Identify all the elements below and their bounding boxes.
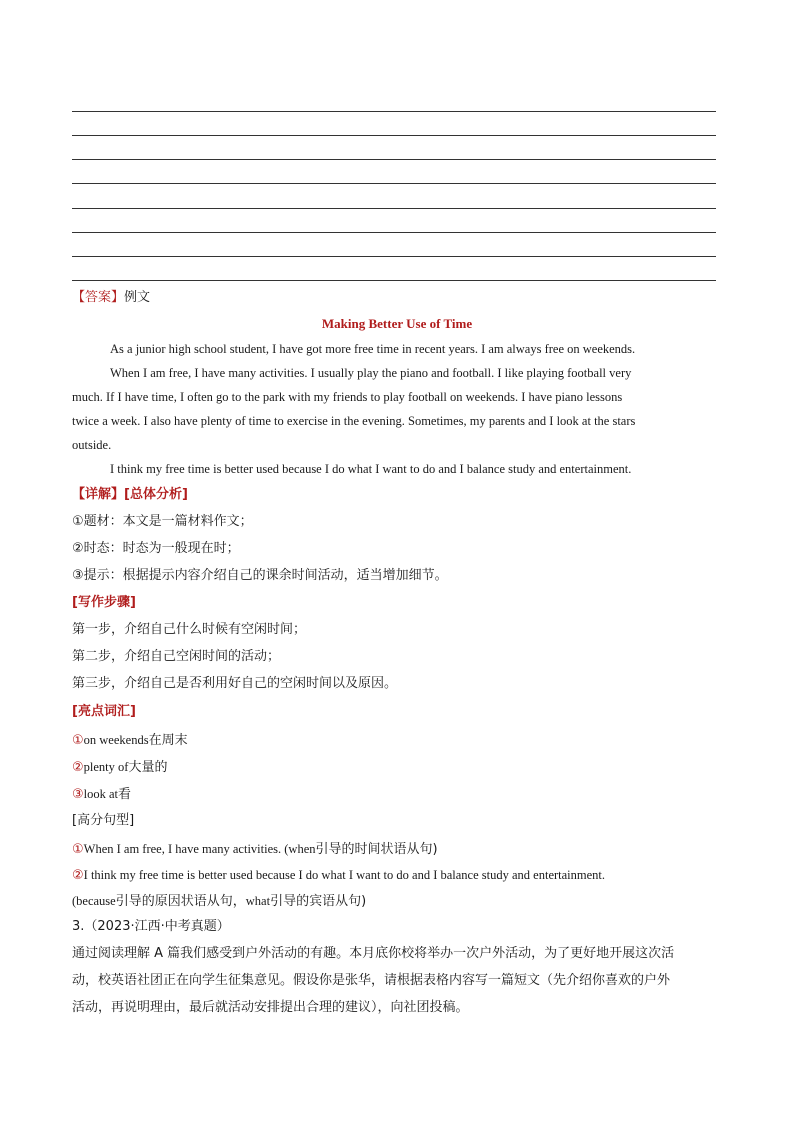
- essay-paragraph-2-line: outside.: [72, 438, 112, 452]
- sentence-item: [72, 866, 605, 885]
- analysis-item: ①题材：本文是一篇材料作文；: [72, 514, 253, 529]
- writing-line: [72, 232, 716, 233]
- detail-heading: [72, 486, 188, 504]
- writing-line: [72, 280, 716, 281]
- essay-paragraph-2-line: twice a week. I also have plenty of time to exercise in the evening. Sometimes, my parents and I look at the stars: [72, 414, 636, 428]
- vocab-chinese: 大量的: [128, 760, 168, 775]
- vocab-chinese: 在周末: [148, 733, 188, 748]
- vocab-chinese: 看: [118, 787, 132, 802]
- question-text-line: 活动，再说明理由，最后就活动安排提出合理的建议），向社团投稿。: [72, 1000, 469, 1015]
- vocab-english: on weekends: [83, 733, 149, 747]
- question-text-line: 通过阅读理解 A 篇我们感受到户外活动的有趣。本月底你校将举办一次户外活动，为了更好地开展这次活: [72, 946, 675, 961]
- sentence-note: 引导的时间状语从句): [315, 842, 438, 857]
- question-text-line: 动，校英语社团正在向学生征集意见。假设你是张华，请根据表格内容写一篇短文（先介绍你喜欢的户外: [72, 973, 671, 988]
- writing-line: [72, 256, 716, 257]
- vocab-number: ①: [72, 733, 84, 748]
- vocab-heading: [亮点词汇]: [72, 704, 136, 719]
- writing-line: [72, 208, 716, 209]
- writing-line: [72, 111, 716, 112]
- vocab-item: [72, 731, 188, 750]
- writing-line: [72, 135, 716, 136]
- writing-line: [72, 159, 716, 160]
- note-part: (because: [72, 894, 116, 908]
- vocab-item: [72, 758, 167, 777]
- vocab-english: plenty of: [83, 760, 129, 774]
- vocab-number: ②: [72, 760, 84, 775]
- answer-sub: 例文: [124, 290, 151, 305]
- note-part: what: [245, 894, 271, 908]
- question-header: 3.（2023·江西·中考真题）: [72, 919, 230, 934]
- steps-heading: [写作步骤]: [72, 595, 136, 610]
- vocab-item: [72, 785, 131, 804]
- analysis-item: ②时态：时态为一般现在时；: [72, 541, 240, 556]
- step-item: 第一步，介绍自己什么时候有空闲时间；: [72, 622, 307, 637]
- vocab-english: look at: [83, 787, 119, 801]
- essay-title: Making Better Use of Time: [321, 316, 473, 331]
- sentence-number: ①: [72, 842, 84, 857]
- note-part: 引导的原因状语从句，: [115, 894, 246, 909]
- essay-paragraph-2-line: much. If I have time, I often go to the park with my friends to play football on weekends. I have piano lessons: [72, 390, 623, 404]
- step-item: 第三步，介绍自己是否利用好自己的空闲时间以及原因。: [72, 676, 398, 691]
- sentence-heading: [高分句型]: [72, 813, 135, 828]
- answer-heading: [72, 289, 150, 307]
- essay-paragraph-1: As a junior high school student, I have got more free time in recent years. I am always free on weekends.: [110, 342, 636, 356]
- writing-line: [72, 183, 716, 184]
- analysis-item: ③提示：根据提示内容介绍自己的课余时间活动，适当增加细节。: [72, 568, 448, 583]
- sentence-english: When I am free, I have many activities. (when: [83, 842, 316, 856]
- answer-label: 【答案】: [72, 290, 125, 305]
- vocab-number: ③: [72, 787, 84, 802]
- step-item: 第二步，介绍自己空闲时间的活动；: [72, 649, 281, 664]
- detail-subheading: [总体分析]: [124, 487, 188, 502]
- sentence-note-line: [72, 892, 366, 911]
- sentence-english: I think my free time is better used because I do what I want to do and I balance study and entertainment.: [83, 868, 606, 882]
- essay-paragraph-3: I think my free time is better used because I do what I want to do and I balance study and entertainment.: [110, 462, 632, 476]
- essay-paragraph-2-line: When I am free, I have many activities. I usually play the piano and football. I like playing football very: [110, 366, 632, 380]
- detail-label: 【详解】: [72, 487, 125, 502]
- sentence-item: [72, 840, 438, 859]
- sentence-number: ②: [72, 868, 84, 883]
- note-part: 引导的宾语从句): [270, 894, 367, 909]
